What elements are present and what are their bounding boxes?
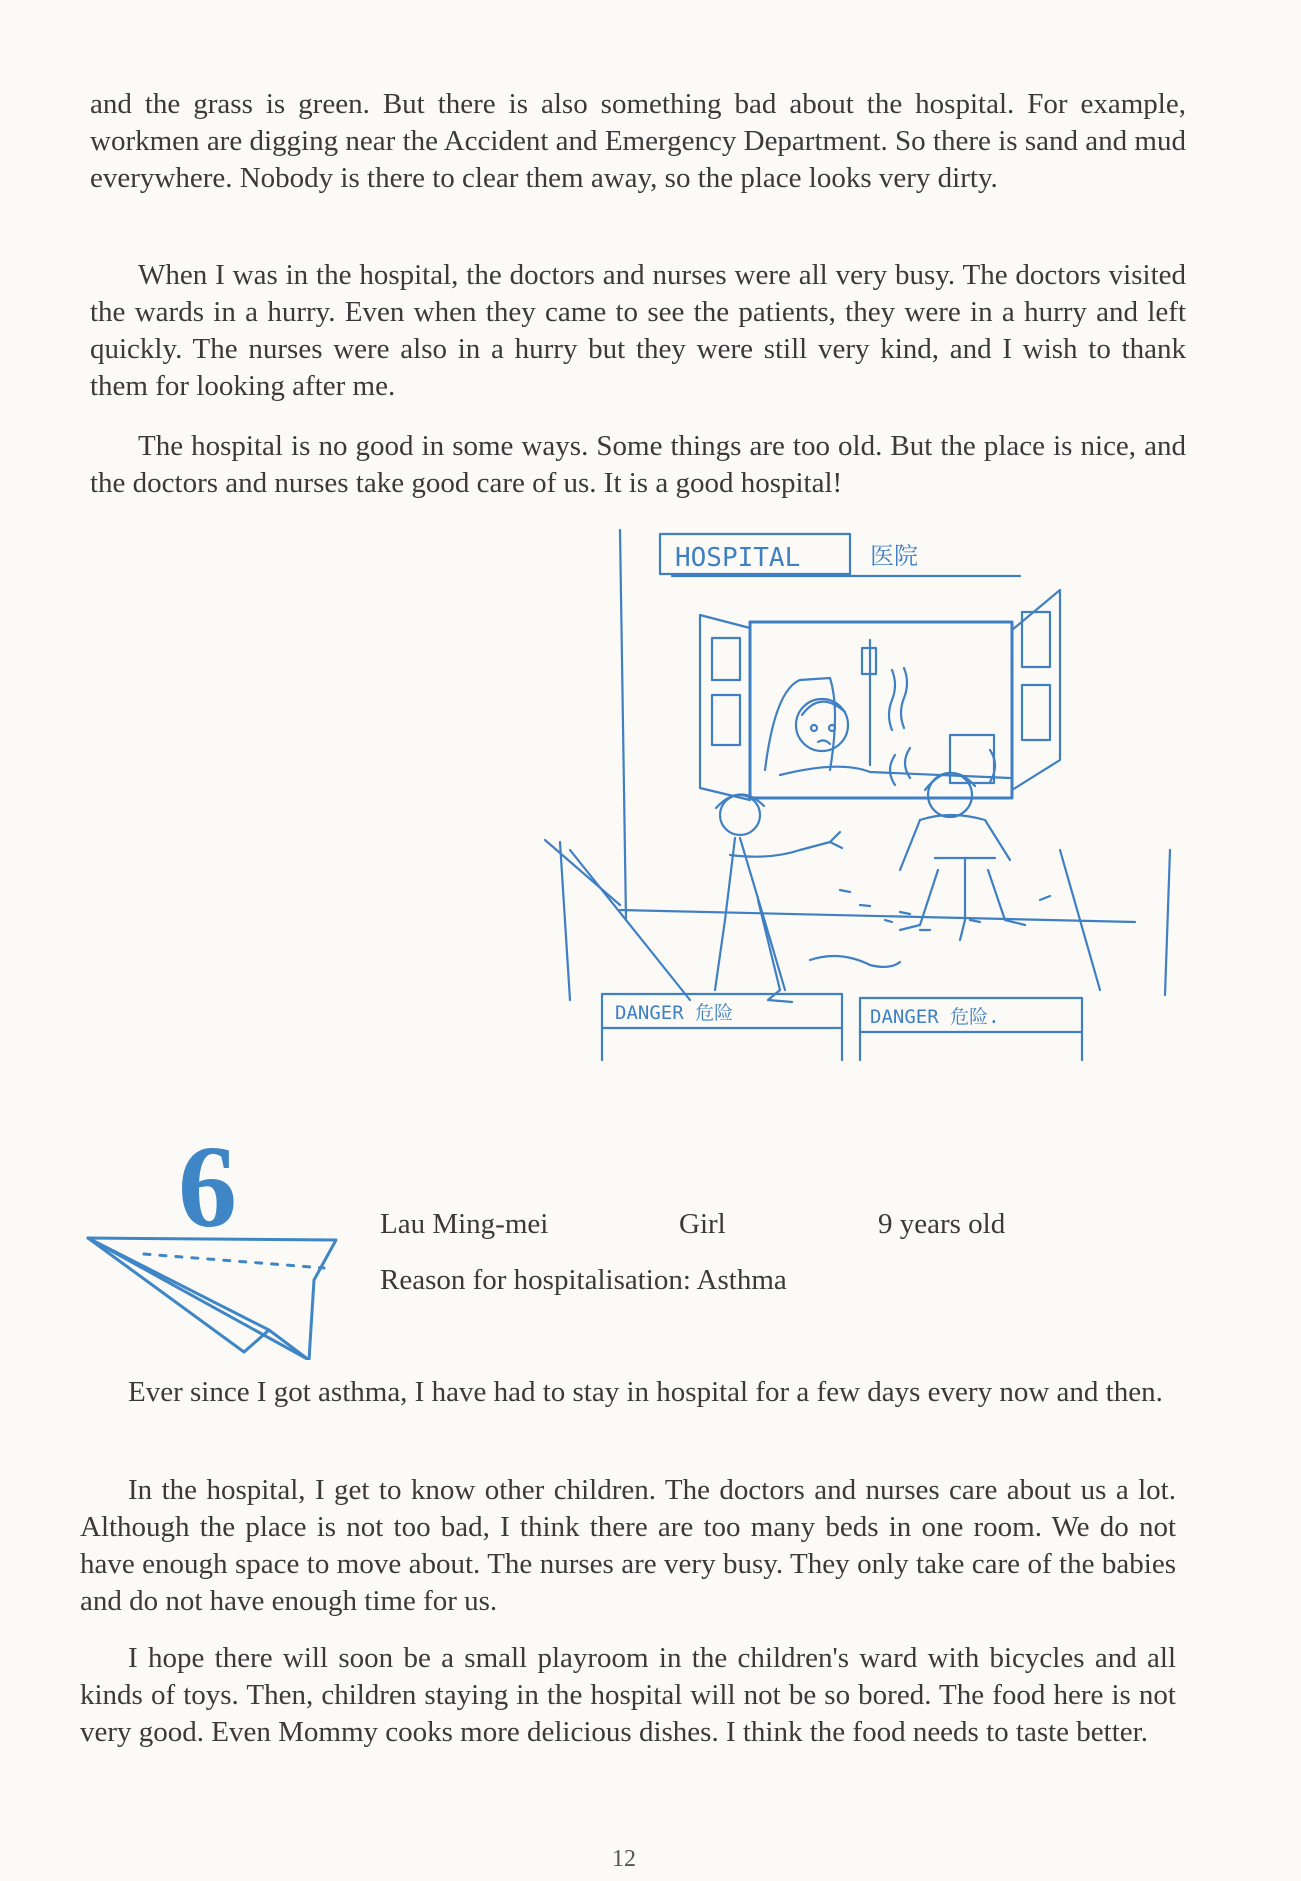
paragraph-other-children: In the hospital, I get to know other children. The doctors and nurses care about us a lot. Although the place is not too bad, I think there are too many beds in one room. We do not have enough space to move about. The nurses are very busy. They only take care of the babies and do not have enough time for us. (80, 1474, 1176, 1617)
paragraph-playroom: I hope there will soon be a small playroom in the children's ward with bicycles and all kinds of toys. Then, children staying in the hospital will not be so bored. The food here is not very good. Even Mommy cooks more delicious dishes. I think the food needs to taste better. (80, 1642, 1176, 1748)
student-gender: Girl (679, 1208, 726, 1240)
paragraph-good-hospital: The hospital is no good in some ways. Some things are too old. But the place is nice, and the doctors and nurses take good care of us. It is a good hospital! (90, 430, 1186, 499)
patient-head (796, 699, 848, 751)
hospitalisation-reason: Reason for hospitalisation: Asthma (380, 1264, 787, 1296)
entry-number: 6 (178, 1121, 237, 1252)
student-name: Lau Ming-mei (380, 1208, 549, 1240)
student-age: 9 years old (878, 1208, 1006, 1240)
danger-text-right: DANGER 危险. (870, 1006, 1000, 1028)
paragraph-asthma: Ever since I got asthma, I have had to stay in hospital for a few days every now and then. (128, 1376, 1163, 1408)
worker-left-head (720, 795, 760, 835)
hospital-sign-text: HOSPITAL (675, 543, 801, 573)
paragraph-busy-staff: When I was in the hospital, the doctors and nurses were all very busy. The doctors visited the wards in a hurry. Even when they came to see the patients, they were in a hurry and left quickly. The nurses were also in a hurry but they were still very kind, and I wish to thank them for looking after me. (90, 259, 1186, 402)
paper-plane-icon (84, 1220, 344, 1360)
hospital-sign-chinese: 医院 (870, 542, 918, 570)
page-number: 12 (612, 1846, 636, 1872)
danger-text-left: DANGER 危险 (615, 1002, 734, 1024)
paragraph-continued: and the grass is green. But there is also something bad about the hospital. For example, workmen are digging near the Accident and Emergency Department. So there is sand and mud everywhere. Nobody is there to clear them away, so the place looks very dirty. (90, 88, 1186, 194)
hospital-illustration (540, 520, 1180, 1140)
